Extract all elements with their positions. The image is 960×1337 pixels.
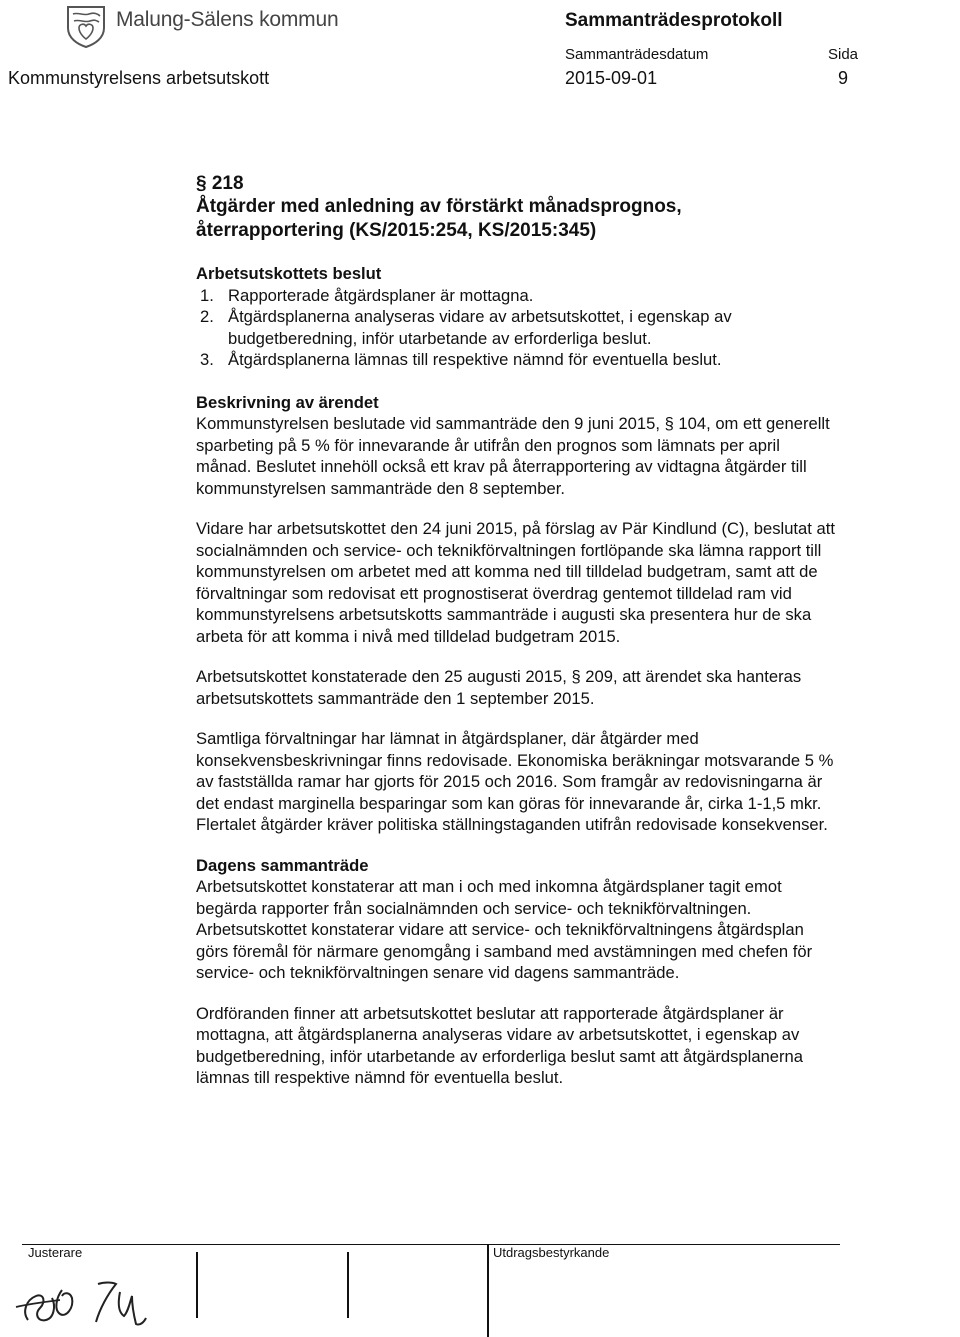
- decision-item: 3. Åtgärdsplanerna lämnas till respektive nämnd för eventuella beslut.: [200, 350, 722, 369]
- meeting-date-value: 2015-09-01: [565, 68, 658, 88]
- utdragsbestyrkande-label: Utdragsbestyrkande: [493, 1245, 610, 1260]
- meeting-date-label: Sammanträdesdatum: [565, 46, 709, 63]
- description-heading: Beskrivning av ärendet: [196, 392, 379, 412]
- footer-column-divider: [487, 1244, 489, 1337]
- description-paragraph: Vidare har arbetsutskottet den 24 juni 2015, på förslag av Pär Kindlund (C), beslutat att socialnämnden och service- och teknikförvaltningen fortlöpande ska lämna rapport till kommunstyrelsen om arbetet med att komma ned till tilldelad budgetram, samt att de förvaltningar som redovisat ett prognostiserat överdrag gentemot tilldelad ram vid kommunstyrelsens arbetsutskotts sammanträde i augusti ska presentera hur de ska arbeta för att komma i nivå med tilldelad budgetram 2015.: [196, 519, 835, 646]
- footer-column-divider: [347, 1252, 349, 1318]
- decision-item: 2. Åtgärdsplanerna analyseras vidare av arbetsutskottet, i egenskap av budgetberedning, inför utarbetande av erforderliga beslut.: [200, 307, 732, 348]
- section-title-line-1: Åtgärder med anledning av förstärkt månadsprognos,: [196, 196, 682, 217]
- page-number: 9: [838, 68, 849, 88]
- decision-item: 1. Rapporterade åtgärdsplaner är mottagna.: [200, 285, 534, 305]
- municipality-logo-icon: [64, 4, 108, 48]
- meeting-heading: Dagens sammanträde: [196, 855, 369, 875]
- decision-list: [196, 285, 836, 371]
- footer-divider: [22, 1244, 840, 1245]
- decision-heading: Arbetsutskottets beslut: [196, 264, 382, 283]
- document-type: Sammanträdesprotokoll: [565, 10, 783, 31]
- protocol-section: [196, 172, 836, 1089]
- handwritten-initials-signature: [8, 1262, 168, 1337]
- section-title-line-2: återrapportering (KS/2015:254, KS/2015:345): [196, 219, 597, 241]
- committee-name: Kommunstyrelsens arbetsutskott: [8, 68, 270, 88]
- meeting-paragraph: Ordföranden finner att arbetsutskottet beslutar att rapporterade åtgärdsplaner är mottagna, att åtgärdsplanerna analyseras vidare av arbetsutskottet, i egenskap av budgetberedning, inför utarbetande av erforderliga beslut samt att åtgärdsplanerna lämnas till respektive nämnd för eventuella beslut.: [196, 1003, 803, 1087]
- page-label: Sida: [828, 46, 859, 63]
- description-paragraph: Kommunstyrelsen beslutade vid sammanträde den 9 juni 2015, § 104, om ett generellt sparbeting på 5 % för innevarande år utifrån den prognos som lämnats per april månad. Beslutet innehöll också ett krav på återrapportering av vidtagna åtgärder till kommunstyrelsen sammanträde den 8 september.: [196, 414, 830, 498]
- footer-column-divider: [196, 1252, 198, 1318]
- description-paragraph: Samtliga förvaltningar har lämnat in åtgärdsplaner, där åtgärder med konsekvensbeskrivningar finns redovisade. Ekonomiska beräkningar motsvarande 5 % av fastställda ramar har gjorts för 2015 och 2016. Som framgår av redovisningarna är det endast marginella besparingar som kan göras för innevarande år, cirka 1-1,5 mkr. Flertalet åtgärder kräver politiska ställningstaganden utifrån redovisade konsekvenser.: [196, 729, 834, 834]
- justerare-label: Justerare: [28, 1245, 83, 1260]
- municipality-name: Malung-Sälens kommun: [116, 8, 339, 31]
- meeting-paragraph: Arbetsutskottet konstaterar att man i och med inkomna åtgärdsplaner tagit emot begärda rapporter från socialnämnden och service- och teknikförvaltningen. Arbetsutskottet konstaterar vidare att service- och teknikförvaltningens åtgärdsplan görs föremål för närmare genomgång i samband med avstämningen med chefen för service- och teknikförvaltningen senare vid dagens sammanträde.: [196, 877, 813, 982]
- section-number: § 218: [196, 173, 244, 194]
- description-paragraph: Arbetsutskottet konstaterade den 25 augusti 2015, § 209, att ärendet ska hanteras arbetsutskottets sammanträde den 1 september 2015.: [196, 667, 802, 708]
